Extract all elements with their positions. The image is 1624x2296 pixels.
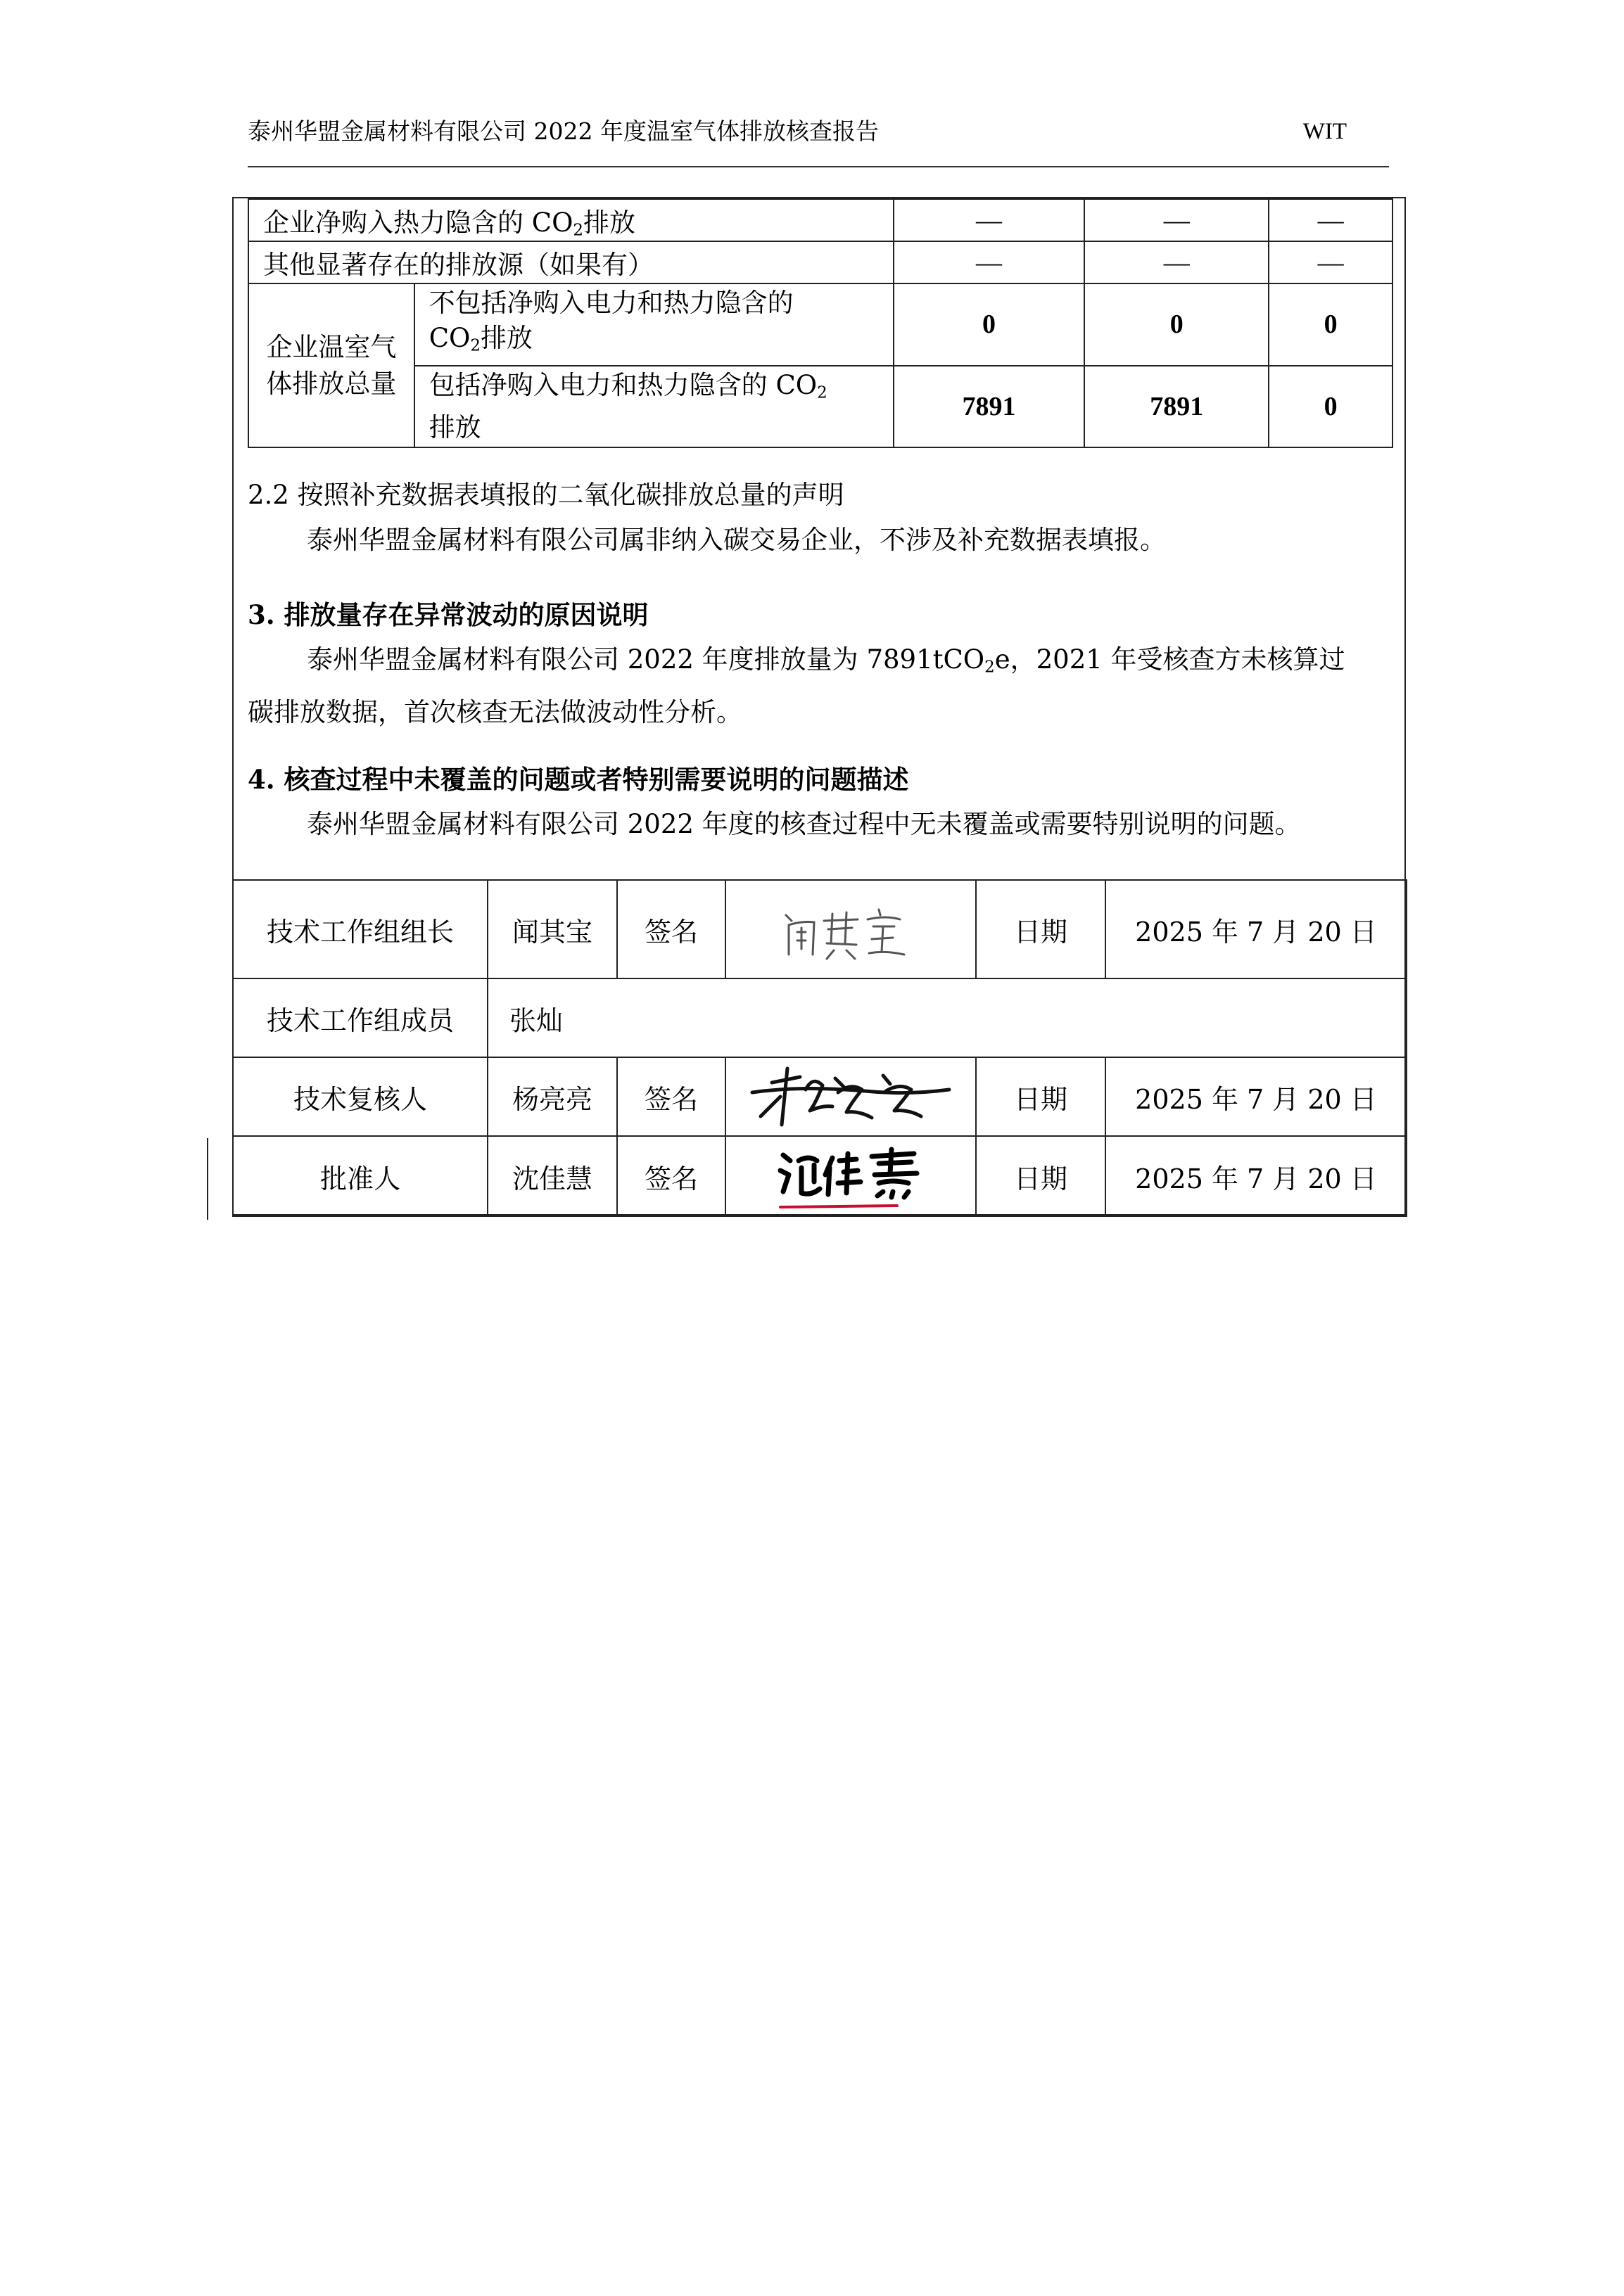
date-label-cell: 日期 (976, 1057, 1105, 1136)
date-label-cell: 日期 (976, 1136, 1105, 1216)
sign-label-cell: 签名 (617, 1136, 725, 1216)
table-cell: — (1269, 199, 1393, 241)
total-label-cell: 企业温室气体排放总量 (248, 283, 414, 447)
header-rule (248, 166, 1389, 167)
table-cell: 7891 (894, 366, 1085, 448)
table-cell: — (894, 199, 1085, 241)
row-label: 包括净购入电力和热力隐含的 $CO_2$ 排放 (414, 366, 894, 448)
margin-mark (207, 1138, 208, 1220)
table-cell: — (1084, 241, 1269, 283)
table-cell: 7891 (1084, 366, 1269, 448)
signoff-row (233, 880, 1407, 978)
section-2-2 (248, 473, 1393, 563)
role-cell: 技术工作组组长 (233, 880, 488, 978)
section-4 (248, 757, 1393, 847)
page-header (248, 113, 1389, 151)
table-row (248, 199, 1393, 241)
signoff-table (232, 879, 1407, 1217)
date-cell: 2025 年 7 月 20 日 (1105, 880, 1407, 978)
date-cell: 2025 年 7 月 20 日 (1105, 1136, 1407, 1216)
emission-summary-table (248, 198, 1393, 448)
table-cell: — (1269, 241, 1393, 283)
section-3-heading: 3. 排放量存在异常波动的原因说明 (248, 599, 649, 630)
section-3 (248, 592, 1393, 735)
signature-cell (725, 1057, 976, 1136)
section-4-heading: 4. 核查过程中未覆盖的问题或者特别需要说明的问题描述 (248, 764, 909, 795)
role-cell: 技术复核人 (233, 1057, 488, 1136)
section-3-body-line2: 碳排放数据，首次核查无法做波动性分析。 (248, 696, 742, 727)
header-org-code: WIT (1302, 119, 1347, 144)
table-cell: 0 (1084, 283, 1269, 366)
signature-image (745, 1061, 956, 1132)
row-label: 不包括净购入电力和热力隐含的 $CO_2$排放 (414, 283, 894, 366)
signoff-row (233, 1057, 1407, 1136)
table-row (248, 241, 1393, 283)
signature-cell (725, 880, 976, 978)
role-cell: 批准人 (233, 1136, 488, 1216)
table-cell: — (894, 241, 1085, 283)
role-cell: 技术工作组成员 (233, 978, 488, 1057)
table-row (248, 283, 1393, 366)
table-row (248, 366, 1393, 448)
table-cell: 0 (1269, 366, 1393, 448)
table-cell: 0 (894, 283, 1085, 366)
name-cell: 沈佳慧 (488, 1136, 617, 1216)
section-4-body: 泰州华盟金属材料有限公司 2022 年度的核查过程中无未覆盖或需要特别说明的问题。 (307, 809, 1301, 839)
header-title: 泰州华盟金属材料有限公司 2022 年度温室气体排放核查报告 (248, 117, 879, 145)
signoff-row (233, 978, 1407, 1057)
sign-label-cell: 签名 (617, 880, 725, 978)
section-3-body: 泰州华盟金属材料有限公司 2022 年度排放量为 7891tCO$_2$e，2021 年受核查方未核算过 (307, 644, 1345, 677)
section-2-2-body: 泰州华盟金属材料有限公司属非纳入碳交易企业，不涉及补充数据表填报。 (307, 525, 1166, 555)
name-cell: 杨亮亮 (488, 1057, 617, 1136)
signature-image (773, 894, 928, 964)
name-cell: 张灿 (488, 978, 1407, 1057)
section-2-2-heading: 2.2 按照补充数据表填报的二氧化碳排放总量的声明 (248, 480, 844, 510)
signature-cell (725, 1136, 976, 1216)
signature-image (773, 1140, 928, 1213)
sign-label-cell: 签名 (617, 1057, 725, 1136)
date-cell: 2025 年 7 月 20 日 (1105, 1057, 1407, 1136)
name-cell: 闻其宝 (488, 880, 617, 978)
table-cell: 0 (1269, 283, 1393, 366)
signoff-row (233, 1136, 1407, 1216)
date-label-cell: 日期 (976, 880, 1105, 978)
row-label: 其他显著存在的排放源（如果有） (248, 241, 894, 283)
table-cell: — (1084, 199, 1269, 241)
row-label: 企业净购入热力隐含的 $CO_2$排放 (248, 199, 894, 241)
